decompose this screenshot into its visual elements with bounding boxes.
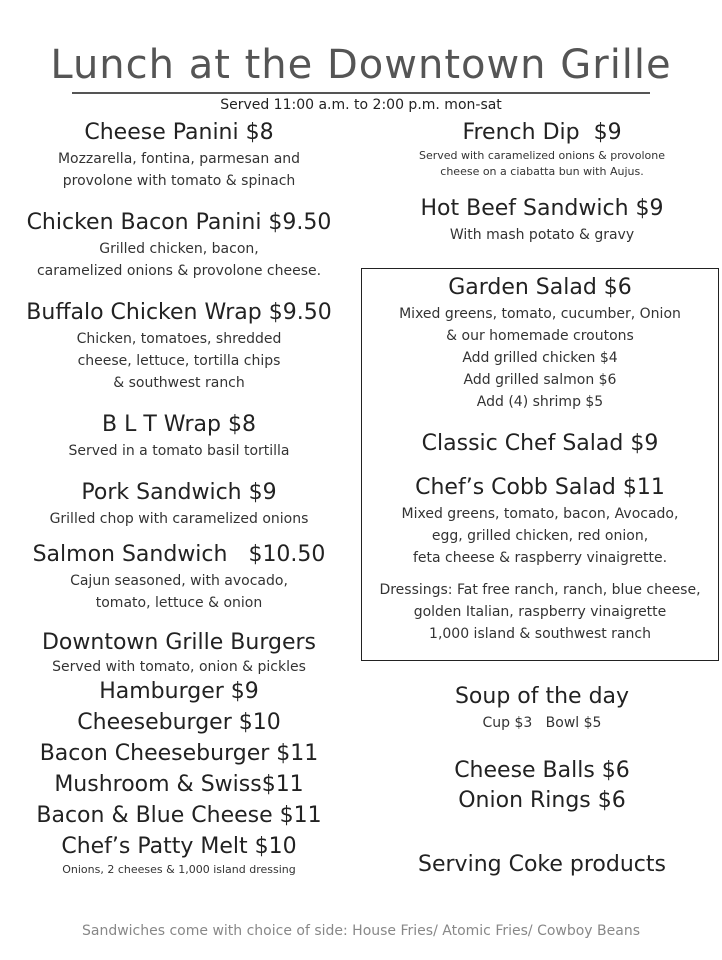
dressings-line: golden Italian, raspberry vinaigrette <box>413 604 667 620</box>
left-column <box>10 118 348 878</box>
item-desc: Served with caramelized onions & provolone <box>418 149 666 162</box>
item-desc: feta cheese & raspberry vinaigrette. <box>412 550 668 566</box>
item-desc: Mixed greens, tomato, cucumber, Onion <box>399 306 681 322</box>
right-column <box>362 118 722 246</box>
patty-melt-desc: Onions, 2 cheeses & 1,000 island dressing <box>62 863 296 876</box>
item-name: Chef’s Cobb Salad $11 <box>415 475 665 500</box>
menu-item-hot-beef <box>362 194 722 246</box>
item-desc: Cajun seasoned, with avocado, <box>70 573 288 589</box>
item-desc: With mash potato & gravy <box>449 227 635 243</box>
item-desc: Add grilled chicken $4 <box>462 350 618 366</box>
burger-item: Hamburger $9 <box>99 679 259 704</box>
item-desc: & our homemade croutons <box>446 328 634 344</box>
item-desc: Mozzarella, fontina, parmesan and <box>57 151 301 167</box>
menu-item-soup: Soup of the day <box>454 684 630 709</box>
menu-item-salmon-sandwich <box>10 540 348 614</box>
menu-item-french-dip <box>362 118 722 180</box>
item-desc: Add (4) shrimp $5 <box>476 394 604 410</box>
item-name: Garden Salad $6 <box>448 275 632 300</box>
menu-item-buffalo-wrap <box>10 298 348 394</box>
right-bottom <box>362 682 722 880</box>
menu-item-cheese-balls: Cheese Balls $6 <box>454 758 630 783</box>
item-desc: Grilled chicken, bacon, <box>99 241 259 257</box>
menu-item-chicken-bacon-panini <box>10 208 348 282</box>
dressings-line: 1,000 island & southwest ranch <box>429 626 651 642</box>
burger-item: Mushroom & Swiss$11 <box>54 772 304 797</box>
item-name: Hot Beef Sandwich $9 <box>420 196 664 221</box>
item-desc: Mixed greens, tomato, bacon, Avocado, <box>401 506 679 522</box>
item-desc: tomato, lettuce & onion <box>95 595 263 611</box>
served-hours: Served 11:00 a.m. to 2:00 p.m. mon-sat <box>220 97 502 113</box>
item-desc: Chicken, tomatoes, shredded <box>76 331 282 347</box>
item-desc: Add grilled salmon $6 <box>463 372 617 388</box>
item-name: B L T Wrap $8 <box>101 412 256 437</box>
item-name: Buffalo Chicken Wrap $9.50 <box>26 300 332 325</box>
burger-item: Bacon & Blue Cheese $11 <box>36 803 322 828</box>
item-desc: caramelized onions & provolone cheese. <box>36 263 322 279</box>
burgers-heading: Downtown Grille Burgers <box>41 630 316 655</box>
burgers-section <box>10 628 348 878</box>
dressings <box>362 579 718 645</box>
coke-notice: Serving Coke products <box>418 852 666 877</box>
item-desc: Grilled chop with caramelized onions <box>49 511 309 527</box>
item-desc: egg, grilled chicken, red onion, <box>431 528 649 544</box>
item-name: Chicken Bacon Panini $9.50 <box>26 210 332 235</box>
item-desc: Served in a tomato basil tortilla <box>68 443 290 459</box>
menu-item-blt-wrap <box>10 410 348 462</box>
salad-box <box>361 268 719 661</box>
sides-footer: Sandwiches come with choice of side: House Fries/ Atomic Fries/ Cowboy Beans <box>81 923 641 939</box>
burger-item: Chef’s Patty Melt $10 <box>61 834 297 859</box>
menu-title: Lunch at the Downtown Grille <box>50 42 672 88</box>
item-name: Pork Sandwich $9 <box>81 480 277 505</box>
menu-item-pork-sandwich <box>10 478 348 530</box>
item-desc: cheese on a ciabatta bun with Aujus. <box>440 165 644 178</box>
burgers-desc: Served with tomato, onion & pickles <box>52 659 306 675</box>
item-desc: & southwest ranch <box>113 375 245 391</box>
item-name: Cheese Panini $8 <box>84 120 274 145</box>
burger-item: Bacon Cheeseburger $11 <box>39 741 319 766</box>
menu-item-chef-salad: Classic Chef Salad $9 <box>421 431 659 456</box>
dressings-line: Dressings: Fat free ranch, ranch, blue cheese, <box>379 582 701 598</box>
item-name: French Dip $9 <box>462 120 622 145</box>
menu-item-cobb-salad <box>362 473 718 569</box>
item-desc: cheese, lettuce, tortilla chips <box>77 353 281 369</box>
menu-item-garden-salad <box>362 273 718 413</box>
menu-item-onion-rings: Onion Rings $6 <box>458 788 626 813</box>
soup-prices: Cup $3 Bowl $5 <box>482 715 602 731</box>
title-underline <box>72 92 650 94</box>
item-name: Salmon Sandwich $10.50 <box>32 542 326 567</box>
item-desc: provolone with tomato & spinach <box>62 173 296 189</box>
menu-item-cheese-panini <box>10 118 348 192</box>
burger-item: Cheeseburger $10 <box>77 710 281 735</box>
